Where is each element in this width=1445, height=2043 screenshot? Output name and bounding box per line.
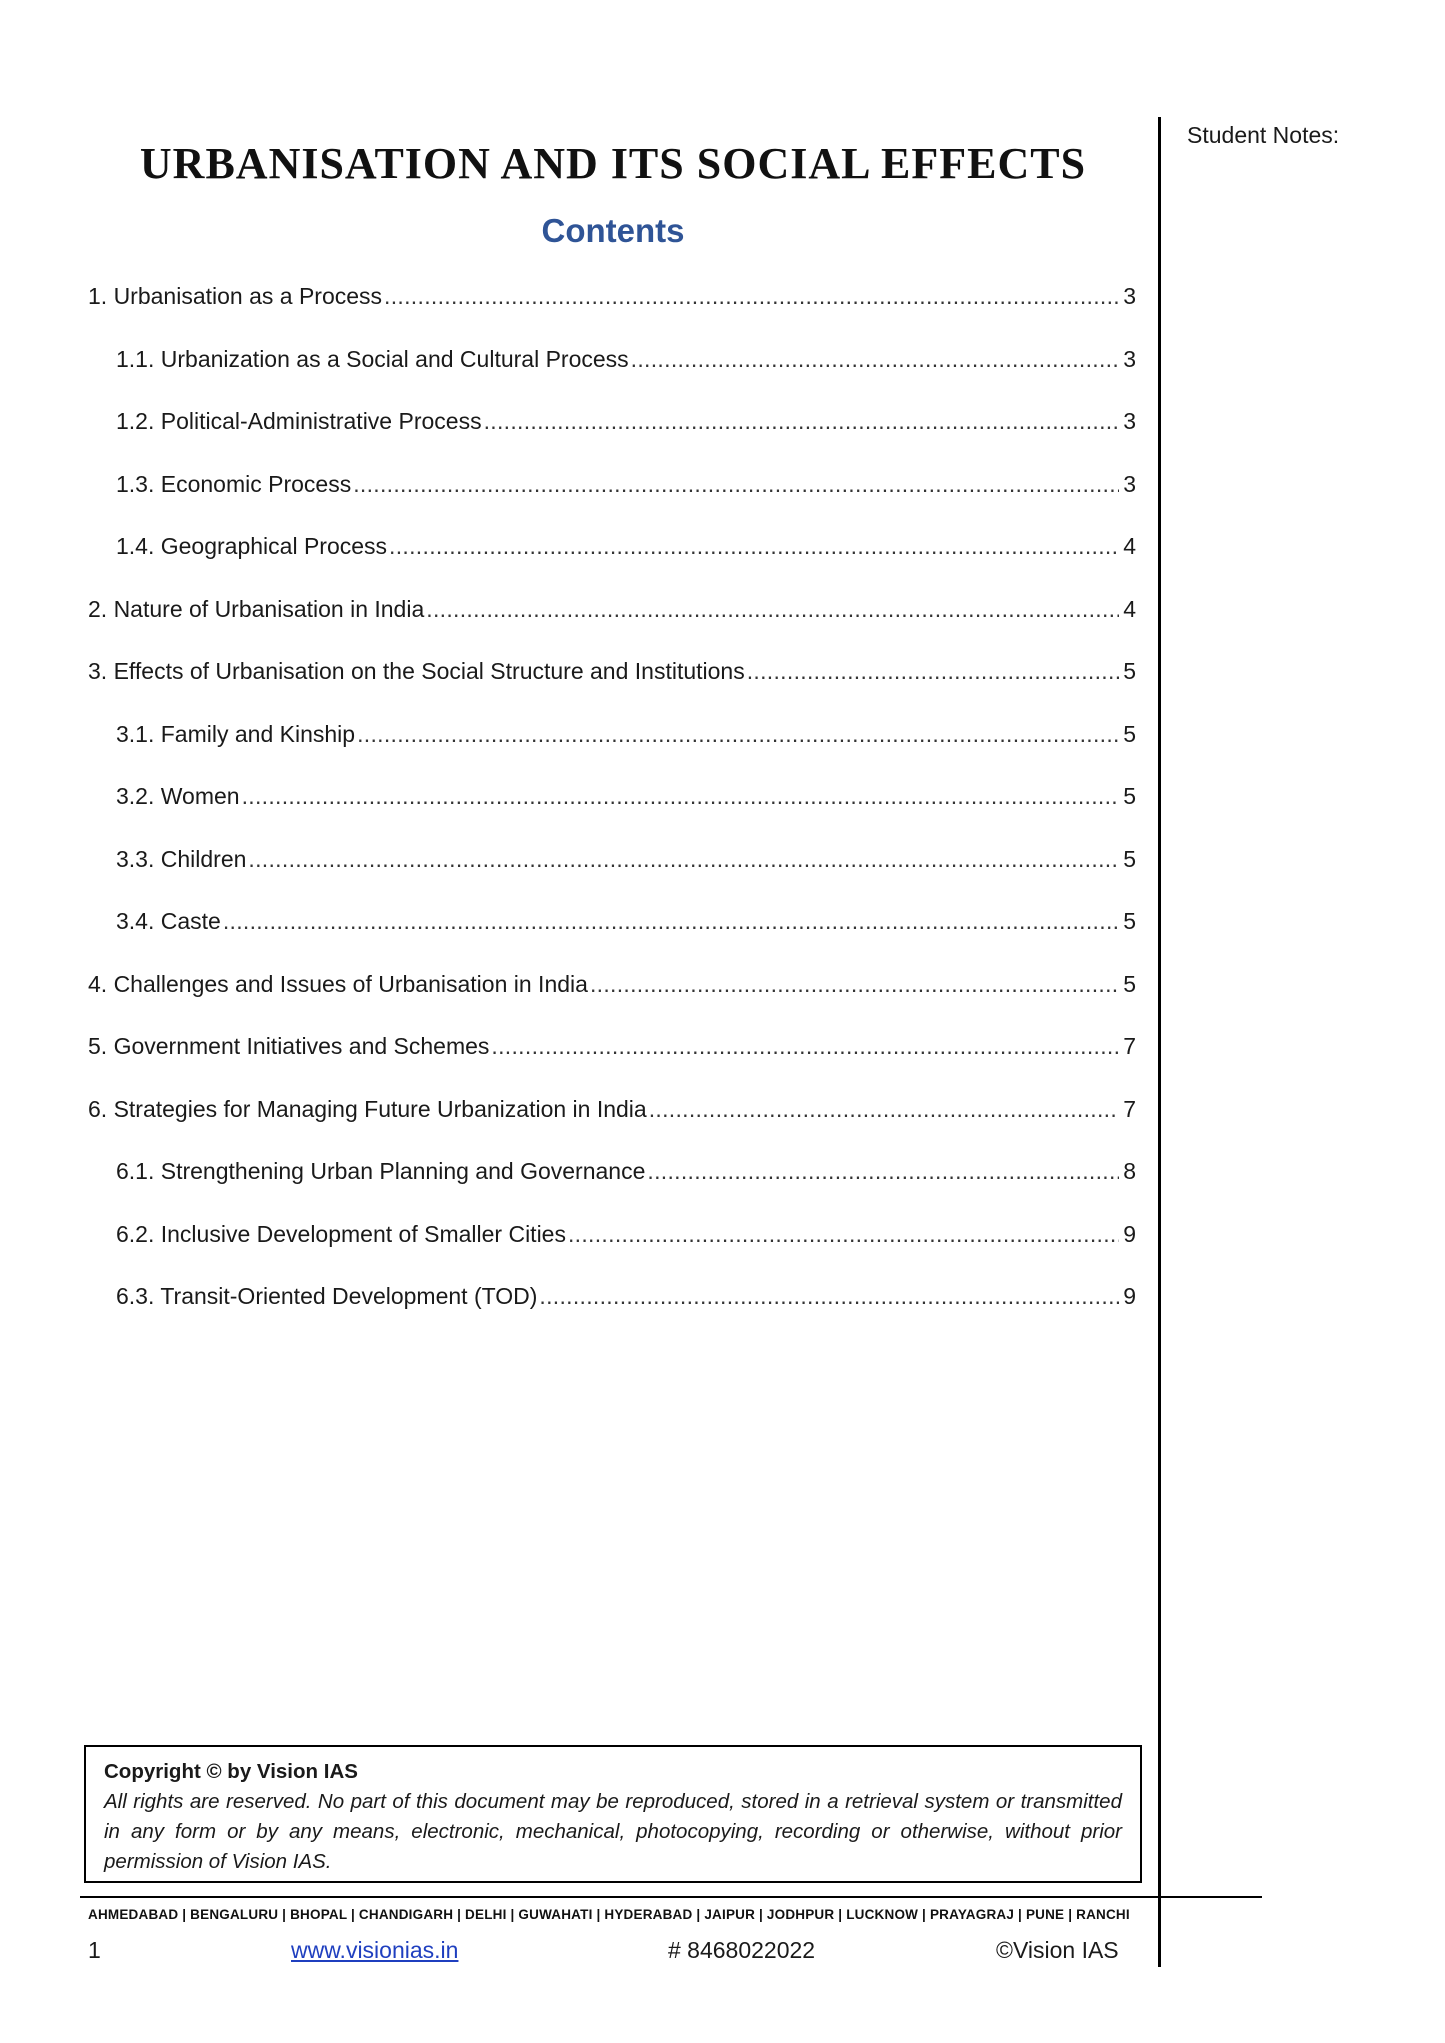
toc-dot-leader [426,596,1119,623]
student-notes-label: Student Notes: [1187,122,1340,148]
contents-heading: Contents [541,212,685,249]
toc-entry-label: 1.4. Geographical Process [116,533,388,559]
toc-dot-leader [491,1033,1119,1060]
toc-entry[interactable] [88,1158,1136,1221]
toc-entry[interactable] [88,658,1136,721]
toc-dot-leader [484,408,1119,435]
toc-entry-page: 8 [1123,1158,1136,1184]
toc-entry-label: 3.4. Caste [116,908,221,934]
toc-entry-page: 9 [1123,1220,1136,1247]
toc-entry[interactable] [88,346,1136,409]
toc-entry-page: 9 [1123,1283,1136,1309]
toc-entry-label: 6.1. Strengthening Urban Planning and Governance [116,1158,646,1184]
toc-entry[interactable] [88,908,1136,971]
toc-entry-label: 2. Nature of Urbanisation in India [88,595,425,622]
toc-entry-page: 7 [1123,1033,1136,1059]
toc-entry-page: 7 [1123,1095,1136,1122]
toc-entry[interactable] [88,471,1136,534]
toc-entry[interactable] [88,1033,1136,1096]
phone-number: # 8468022022 [668,1937,816,1963]
copyright-text: All rights are reserved. No part of this document may be reproduced, stored in a retrieval system or transmitted in any form or by any means, electronic, mechanical, photocopying, recording or otherwise, without prior permission of Vision IAS. [104,1790,1122,1873]
toc-entry[interactable] [88,846,1136,909]
toc-entry-label: 3.2. Women [116,783,240,809]
notes-divider [1158,117,1161,1967]
toc-entry-label: 4. Challenges and Issues of Urbanisation in India [88,970,588,997]
toc-entry-label: 1.3. Economic Process [116,470,352,497]
toc-dot-leader [357,721,1119,748]
toc-entry[interactable] [88,1221,1136,1284]
toc-entry[interactable] [88,783,1136,846]
toc-entry-label: 5. Government Initiatives and Schemes [88,1033,490,1059]
toc-entry-page: 3 [1123,408,1136,434]
toc-entry-label: 6.2. Inclusive Development of Smaller Cities [116,1220,566,1247]
toc-dot-leader [647,1158,1119,1185]
toc-entry-page: 5 [1123,845,1136,872]
toc-entry[interactable] [88,721,1136,784]
toc-entry-label: 6.3. Transit-Oriented Development (TOD) [116,1283,538,1309]
toc-entry-page: 3 [1123,283,1136,309]
toc-entry-label: 1. Urbanisation as a Process [88,283,383,309]
table-of-contents [88,283,1136,1346]
toc-dot-leader [539,1283,1119,1310]
toc-dot-leader [568,1221,1119,1248]
toc-entry[interactable] [88,1283,1136,1346]
toc-dot-leader [631,346,1119,373]
toc-dot-leader [248,846,1119,873]
toc-entry-label: 3.3. Children [116,845,247,872]
toc-entry-label: 3. Effects of Urbanisation on the Social Structure and Institutions [88,658,745,684]
toc-entry[interactable] [88,596,1136,659]
toc-dot-leader [389,533,1119,560]
toc-entry-page: 5 [1123,970,1136,997]
toc-dot-leader [747,658,1119,685]
footer-cities: AHMEDABAD | BENGALURU | BHOPAL | CHANDIGARH | DELHI | GUWAHATI | HYDERABAD | JAIPUR | JODHPUR | LUCKNOW | PRAYAGRAJ | PUNE | RANCHI [88,1907,1130,1922]
toc-entry-page: 4 [1123,595,1136,622]
toc-entry[interactable] [88,408,1136,471]
toc-entry-page: 5 [1123,658,1136,684]
website-link[interactable]: www.visionias.in [291,1937,459,1963]
page-number: 1 [88,1937,101,1963]
page-title: URBANISATION AND ITS SOCIAL EFFECTS [139,139,1087,188]
toc-entry-page: 3 [1123,345,1136,372]
toc-entry[interactable] [88,283,1136,346]
toc-dot-leader [223,908,1119,935]
toc-entry-page: 5 [1123,783,1136,809]
brand-copyright: ©Vision IAS [996,1937,1119,1963]
toc-entry[interactable] [88,533,1136,596]
copyright-box [84,1745,1142,1883]
toc-entry-page: 5 [1123,908,1136,934]
toc-dot-leader [353,471,1119,498]
footer-divider [80,1896,1262,1898]
toc-entry-label: 6. Strategies for Managing Future Urbanization in India [88,1095,647,1122]
toc-entry-page: 3 [1123,470,1136,497]
toc-entry-label: 1.1. Urbanization as a Social and Cultural Process [116,345,629,372]
toc-entry[interactable] [88,971,1136,1034]
toc-dot-leader [590,971,1119,998]
toc-entry-label: 3.1. Family and Kinship [116,720,356,747]
toc-dot-leader [384,283,1119,310]
toc-dot-leader [242,783,1119,810]
toc-dot-leader [649,1096,1119,1123]
toc-entry-page: 4 [1123,533,1136,559]
toc-entry-page: 5 [1123,720,1136,747]
toc-entry-label: 1.2. Political-Administrative Process [116,408,482,434]
toc-entry[interactable] [88,1096,1136,1159]
copyright-title: Copyright © by Vision IAS [104,1760,358,1783]
